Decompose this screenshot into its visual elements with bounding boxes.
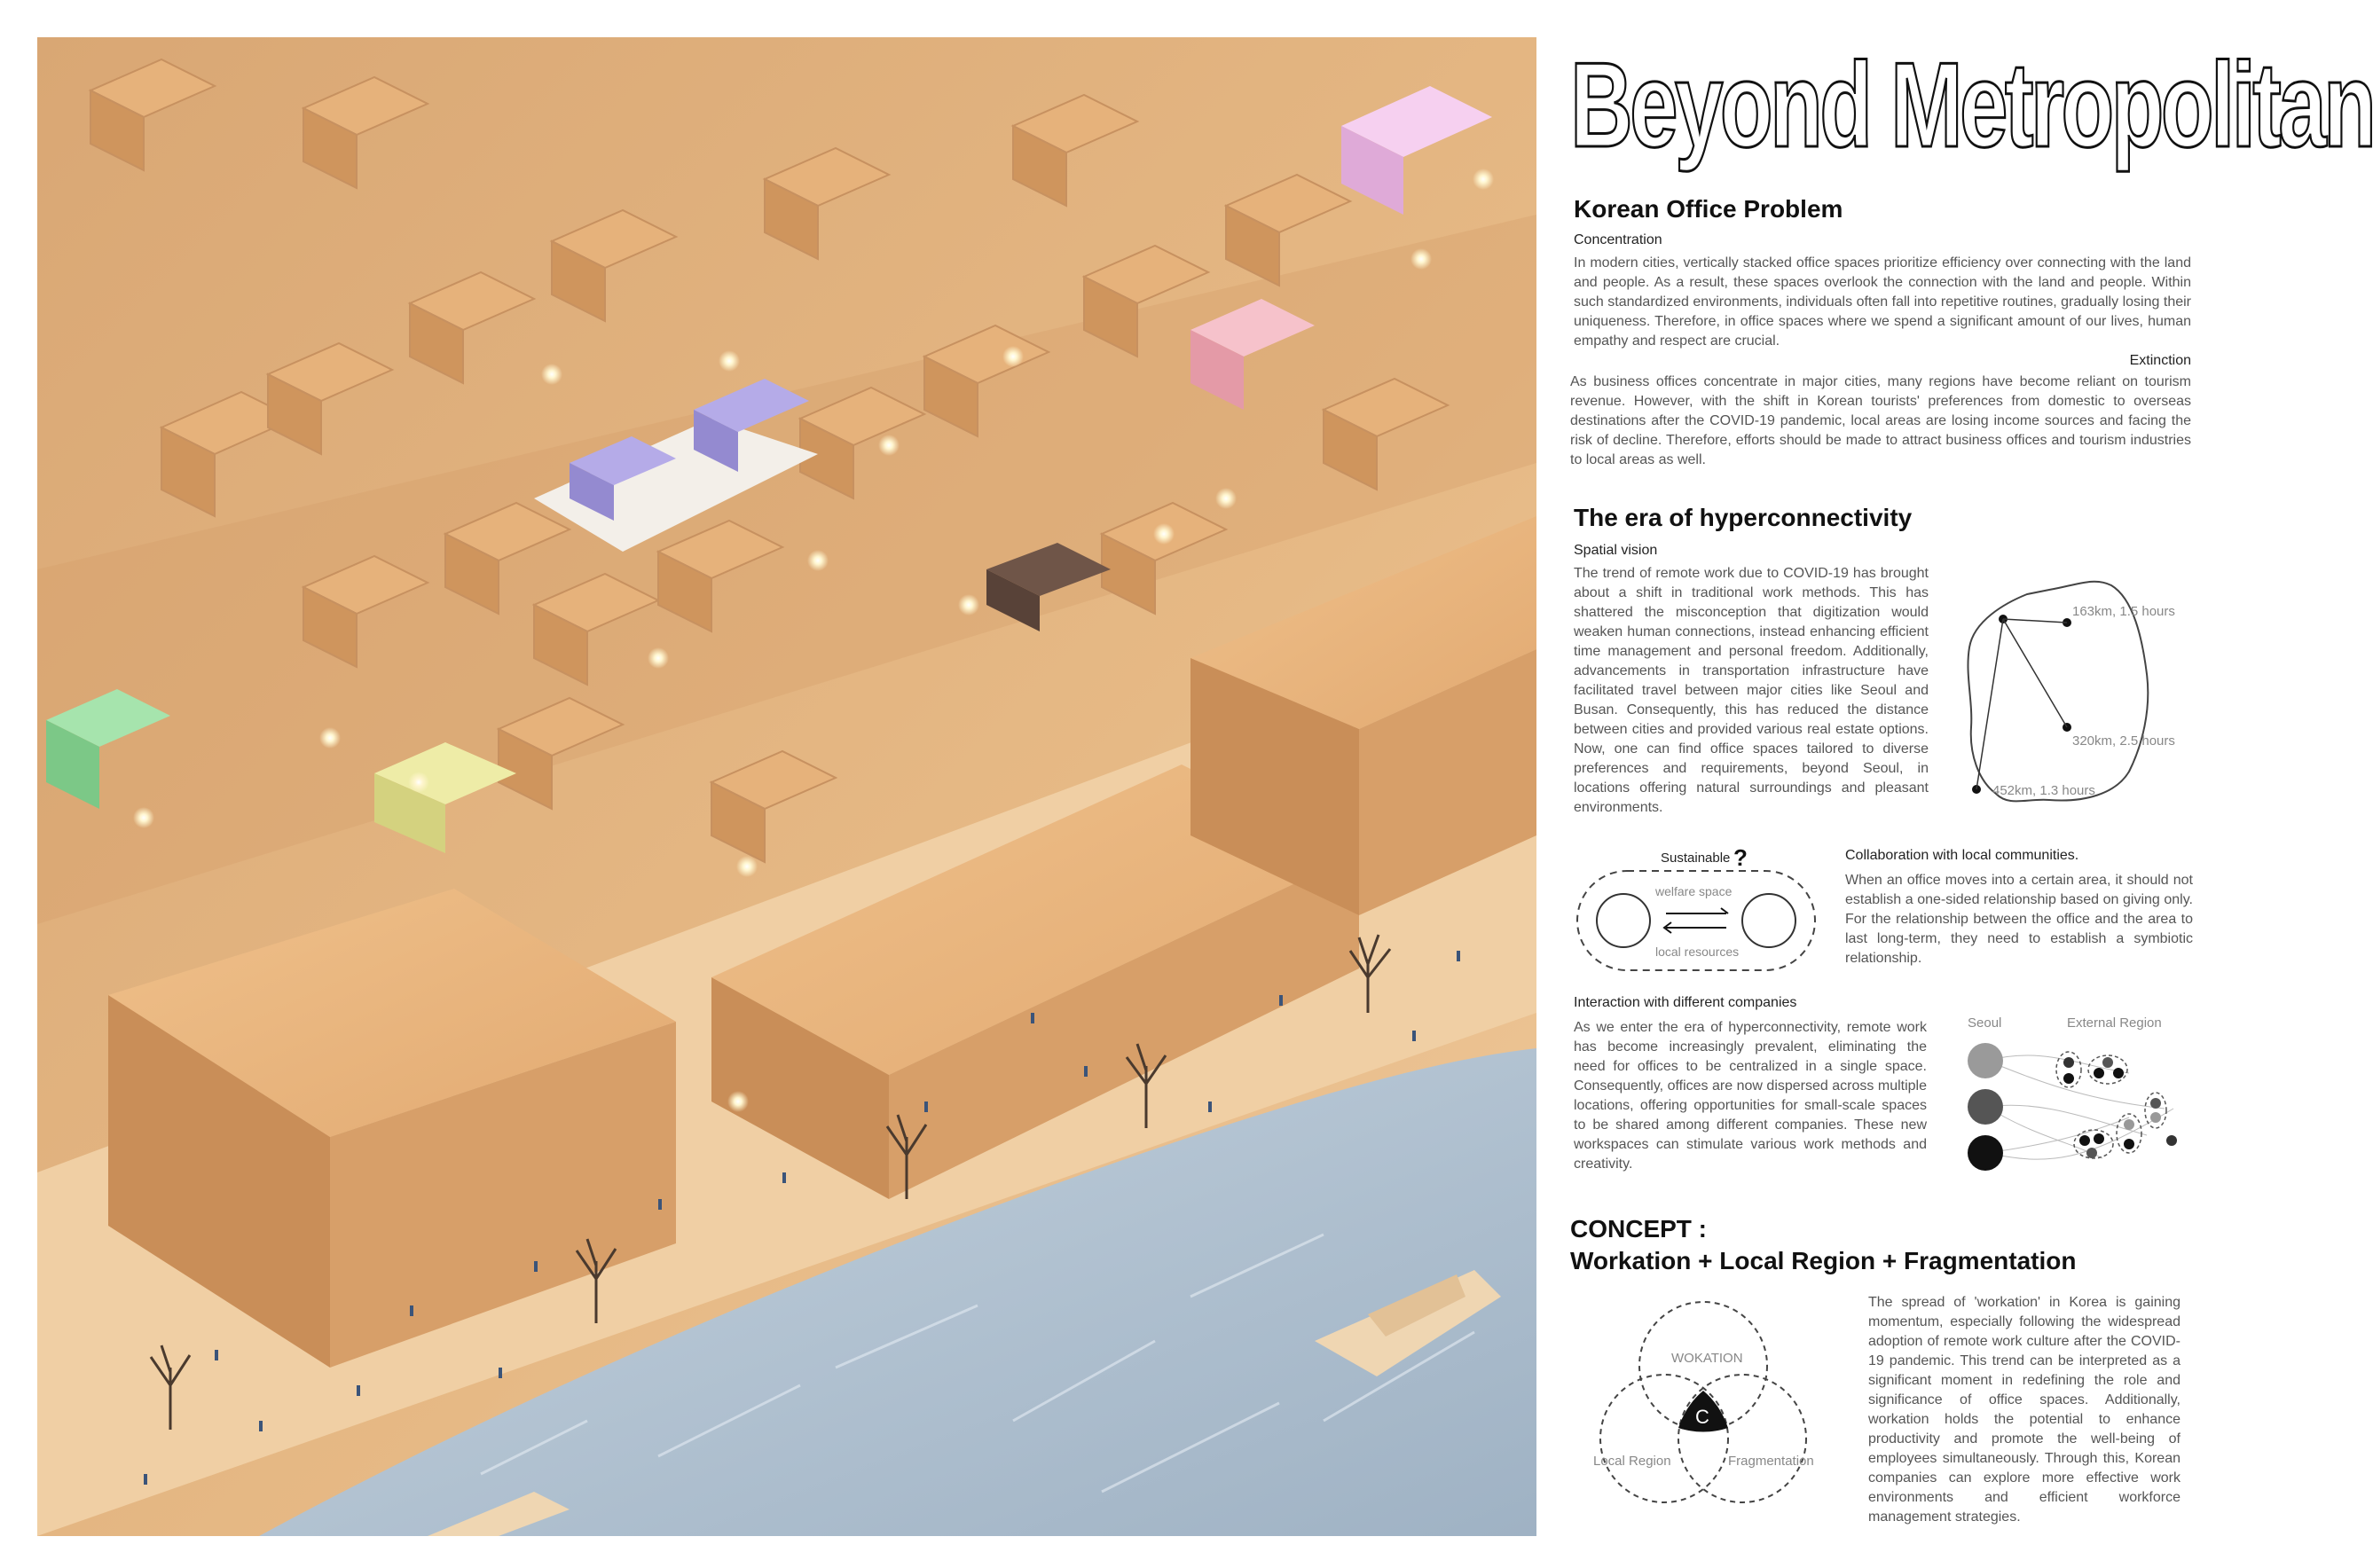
concept-subheading: Workation + Local Region + Fragmentation xyxy=(1570,1247,2077,1274)
seoul-company-light xyxy=(1968,1043,2003,1078)
section-heading-office-problem: Korean Office Problem xyxy=(1574,195,1843,223)
subheading-interaction: Interaction with different companies xyxy=(1574,995,1797,1010)
concept-heading: CONCEPT : xyxy=(1570,1215,1707,1243)
venn-circle-local-region xyxy=(1600,1375,1728,1502)
venn-circle-fragmentation xyxy=(1678,1375,1806,1502)
subheading-concentration: Concentration xyxy=(1574,232,1662,247)
sustainable-diagram xyxy=(1574,841,1822,974)
paragraph-spatial-vision: The trend of remote work due to COVID-19 has brought about a shift in traditional work methods. This has shattered the misconception that digitization would weaken human connections, instead enhancing efficient time management and personal freedom. Additionally, advancements in transportation infrastructure have facilitated travel between major cities like Seoul and Busan. Consequently, this has reduced the distance between cities and provided various real estate options. Now, one can find office spaces tailored to diverse preferences and requirements, beyond Seoul, in locations offering natural surroundings and pleasant environments. xyxy=(1574,566,1929,815)
connection-lines xyxy=(1987,1055,2173,1159)
paragraph-interaction: As we enter the era of hyperconnectivity, remote work has become increasingly prevalent, eliminating the need for offices to be centralized in a single space. Consequently, offices are now dispersed across multiple locations, offering opportunities for small-scale spaces to be shared among different companies. These new workspaces can stimulate various work methods and creativity. xyxy=(1574,1020,1927,1172)
paragraph-collaboration: When an office moves into a certain area, it should not establish a one-sided relationship based on giving only. For the relationship between the office and the area to last long-term, they need to establish a symbiotic relationship. xyxy=(1845,873,2193,966)
venn-label-local-region: Local Region xyxy=(1593,1454,1671,1469)
korea-distance-map xyxy=(1943,568,2200,825)
venn-label-workation: WOKATION xyxy=(1671,1351,1743,1366)
external-region-label: External Region xyxy=(2067,1015,2162,1031)
sustainable-label: Sustainable xyxy=(1661,851,1731,866)
paragraph-concentration: In modern cities, vertically stacked office spaces prioritize efficiency over connecting with the land and people. As a result, these spaces overlook the connection with the land and people. Within such standardized environments, individuals often fall into repetitive routines, gradually losing their uniqueness. Therefore, in office spaces where we spend a significant amount of our lives, human empathy and respect are crucial. xyxy=(1574,255,2191,349)
seoul-company-mid xyxy=(1968,1089,2003,1125)
concept-venn-diagram xyxy=(1579,1295,1827,1534)
map-label-2: 320km, 2.5 hours xyxy=(2072,733,2175,749)
external-office-clusters xyxy=(2056,1052,2177,1158)
subheading-extinction: Extinction xyxy=(2129,353,2191,368)
paragraph-extinction: As business offices concentrate in major cities, many regions have become reliant on tourism revenue. However, with the shift in Korean tourists' preferences from domestic to overseas destinations after the COVID-19 pandemic, local areas are losing income sources and facing the risk of decline. Therefore, efforts should be made to attract business offices and tourism industries to local areas as well. xyxy=(1570,374,2191,467)
venn-label-fragmentation: Fragmentation xyxy=(1728,1454,1814,1469)
sustainable-question-icon: ? xyxy=(1733,844,1748,871)
seoul-label: Seoul xyxy=(1968,1015,2002,1031)
region-circle xyxy=(1742,894,1795,947)
route-lines xyxy=(1976,619,2067,789)
subheading-spatial-vision: Spatial vision xyxy=(1574,543,1658,558)
venn-center-glyph: C xyxy=(1695,1406,1709,1428)
exchange-arrows xyxy=(1664,908,1728,933)
section-heading-hyperconnectivity: The era of hyperconnectivity xyxy=(1574,504,1913,531)
seoul-company-dark xyxy=(1968,1135,2003,1171)
subheading-collaboration: Collaboration with local communities. xyxy=(1845,848,2079,863)
office-circle xyxy=(1597,894,1650,947)
map-label-1: 163km, 1.5 hours xyxy=(2072,604,2175,619)
paragraph-concept: The spread of 'workation' in Korea is gaining momentum, especially following the widespread adoption of remote work culture after the COVID-19 pandemic. This trend can be interpreted as a significant moment in redefining the role and significance of office spaces. Additionally, workation holds the potential to enhance productivity and promote the well-being of employees simultaneously. Through this, Korean companies can explore more effective work environments and efficient workforce management strategies. xyxy=(1868,1295,2180,1525)
map-label-3: 452km, 1.3 hours xyxy=(1992,783,2095,798)
welfare-space-label: welfare space xyxy=(1655,884,1733,898)
local-resources-label: local resources xyxy=(1655,945,1740,959)
company-network-diagram xyxy=(1952,1011,2200,1188)
poster-title: Beyond Metropolitan xyxy=(1570,37,2373,172)
isometric-site-render xyxy=(37,37,1536,1536)
